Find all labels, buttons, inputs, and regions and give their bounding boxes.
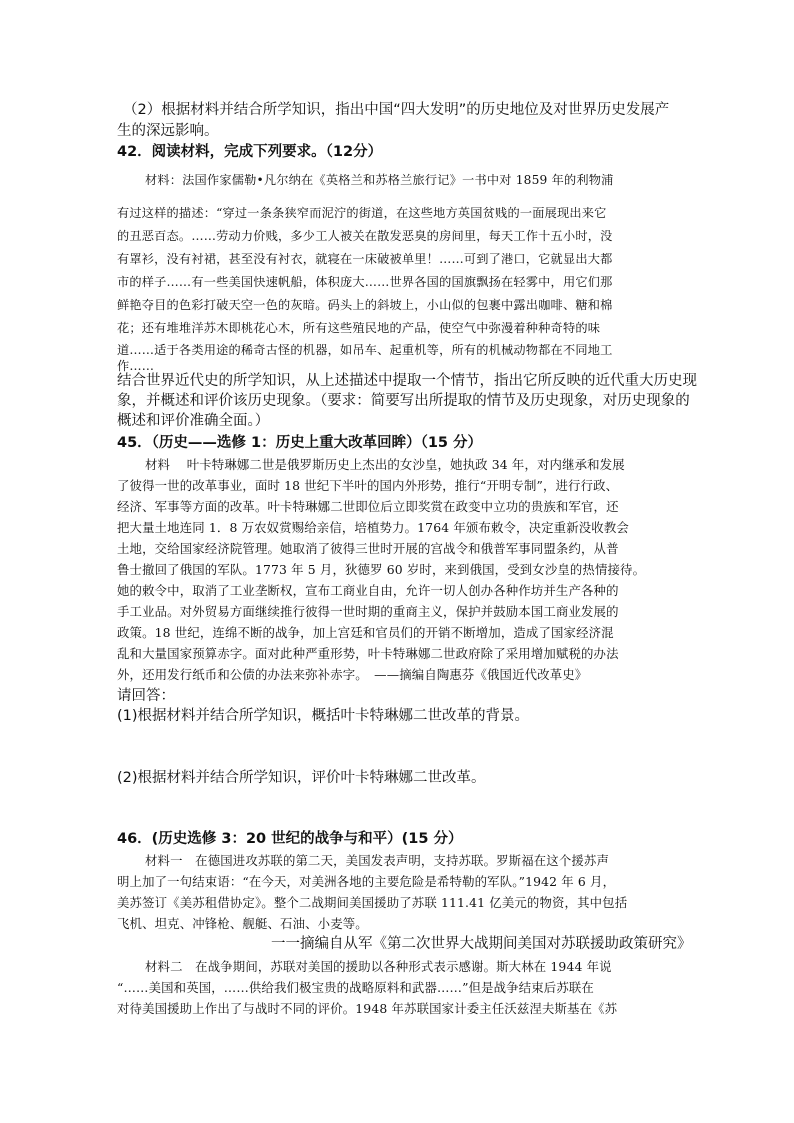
q45-material-line: 了彼得一世的改革事业，面时 18 世纪下半叶的国内外形势，推行“开明专制”，进行行政、 <box>117 478 619 493</box>
q46-material2-line: 材料二 在战争期间，苏联对美国的援助以各种形式表示感谢。斯大林在 1944 年说 <box>145 959 612 974</box>
q42-material-line: 道……适于各类用途的稀奇古怪的机器，如吊车、起重机等，所有的机械动物都在不同地工 <box>117 343 613 357</box>
q45-material-line: 手工业品。对外贸易方面继续推行彼得一世时期的重商主义，保护并鼓励本国工商业发展的 <box>117 604 619 619</box>
q45-material-line: 鲁士撤回了俄国的军队。1773 年 5 月，狄德罗 60 岁时，来到俄国，受到女沙皇的热情接待。 <box>117 562 646 577</box>
q45-material-line: 她的敕令中，取消了工业垄断权，宣布工商业自由，允许一切人创办各种作坊并生产各种的 <box>117 583 619 598</box>
q42-material-line: 材料：法国作家儒勒•凡尔纳在《英格兰和苏格兰旅行记》一书中对 1859 年的利物浦 <box>145 173 614 187</box>
q45-material-line: 把大量土地连同 1．8 万农奴赏赐给亲信，培植势力。1764 年颁布敕令，决定重新没收教会 <box>117 520 629 535</box>
q42-task-line: 结合世界近代史的所学知识，从上述描述中提取一个情节，指出它所反映的近代重大历史现 <box>117 373 697 389</box>
q45-material-line: 政策。18 世纪，连绵不断的战争，加上宫廷和官员们的开销不断增加，造成了国家经济混 <box>117 625 614 640</box>
q45-material-line: 材料 叶卡特琳娜二世是俄罗斯历史上杰出的女沙皇，她执政 34 年，对内继承和发展 <box>145 457 625 472</box>
q46-material1-line: 美苏签订《美苏租借协定》。整个二战期间美国援助了苏联 111.41 亿美元的物资，其中包括 <box>117 895 628 910</box>
q46-heading: 46．(历史选修 3：20 世纪的战争与和平）(15 分） <box>117 831 463 847</box>
q45-part2: (2)根据材料并结合所学知识，评价叶卡特琳娜二世改革。 <box>117 770 486 786</box>
q46-source1: 一一摘编自从军《第二次世界大战期间美国对苏联援助政策研究》 <box>271 936 692 952</box>
q45-material-line: 外，还用发行纸币和公债的办法来弥补赤字。 ——摘编自陶惠芬《俄国近代改革史》 <box>117 667 588 682</box>
q46-material1-line: 材料一 在德国进攻苏联的第二天，美国发表声明，支持苏联。罗斯福在这个援苏声 <box>145 853 610 868</box>
q42-material-line: 有罩衫，没有衬裙，甚至没有衬衣，就寝在一床破被单里！……可到了港口，它就显出大都 <box>117 252 613 266</box>
q45-heading: 45．（历史——选修 1：历史上重大改革回眸）（15 分） <box>117 435 483 451</box>
q42-material-line: 鲜艳夺目的色彩打破天空一色的灰暗。码头上的斜坡上，小山似的包裹中露出咖啡、糖和棉 <box>117 298 613 312</box>
q45-material-line: 土地，交给国家经济院管理。她取消了彼得三世时开展的宫战令和俄普军事同盟条约，从普 <box>117 541 619 556</box>
q45-material-line: 经济、军事等方面的改革。叶卡特琳娜二世即位后立即奖赏在政变中立功的贵族和军官，还 <box>117 499 619 514</box>
q45-material-line: 乱和大量国家预算赤字。面对此种严重形势，叶卡特琳娜二世政府除了采用增加赋税的办法 <box>117 646 619 661</box>
q42-task-line: 概述和评价准确全面。） <box>117 413 270 429</box>
q46-material1-line: 明上加了一句结束语：“在今天，对美洲各地的主要危险是希特勒的军队。”1942 年 6 月， <box>117 874 616 889</box>
q41-part2-line: （2）根据材料并结合所学知识，指出中国“四大发明”的历史地位及对世界历史发展产 <box>123 102 670 118</box>
q45-prompt: 请回答： <box>117 688 175 704</box>
q46-material2-line: 对待美国援助上作出了与战时不同的评价。1948 年苏联国家计委主任沃兹涅夫斯基在《苏 <box>117 1001 618 1016</box>
q42-task-line: 象，并概述和评价该历史现象。（要求：简要写出所提取的情节及历史现象，对历史现象的 <box>117 393 690 409</box>
q42-heading: 42．阅读材料，完成下列要求。（12分） <box>117 144 383 160</box>
q42-material-line: 有过这样的描述：“穿过一条条狭窄而泥泞的街道，在这些地方英国贫贱的一面展现出来它 <box>117 206 607 220</box>
q42-material-line: 的丑恶百态。……劳动力价贱，多少工人被关在散发恶臭的房间里，每天工作十五小时，没 <box>117 229 613 243</box>
q41-part2-line: 生的深远影响。 <box>117 123 219 139</box>
q46-material2-line: “……美国和英国，……供给我们极宝贵的战略原料和武器……”但是战争结束后苏联在 <box>117 980 594 995</box>
q45-part1: (1)根据材料并结合所学知识，概括叶卡特琳娜二世改革的背景。 <box>117 708 530 724</box>
q42-material-line: 市的样子……有一些美国快速帆船，体积庞大……世界各国的国旗飘扬在轻雾中，用它们那 <box>117 275 613 289</box>
q46-material1-line: 飞机、坦克、冲锋枪、舰艇、石油、小麦等。 <box>117 916 368 931</box>
q42-material-line: 花；还有堆堆洋苏木即桃花心木，所有这些殖民地的产品，使空气中弥漫着种种奇特的味 <box>117 321 601 335</box>
q42-material-line: 作…… <box>117 359 155 373</box>
